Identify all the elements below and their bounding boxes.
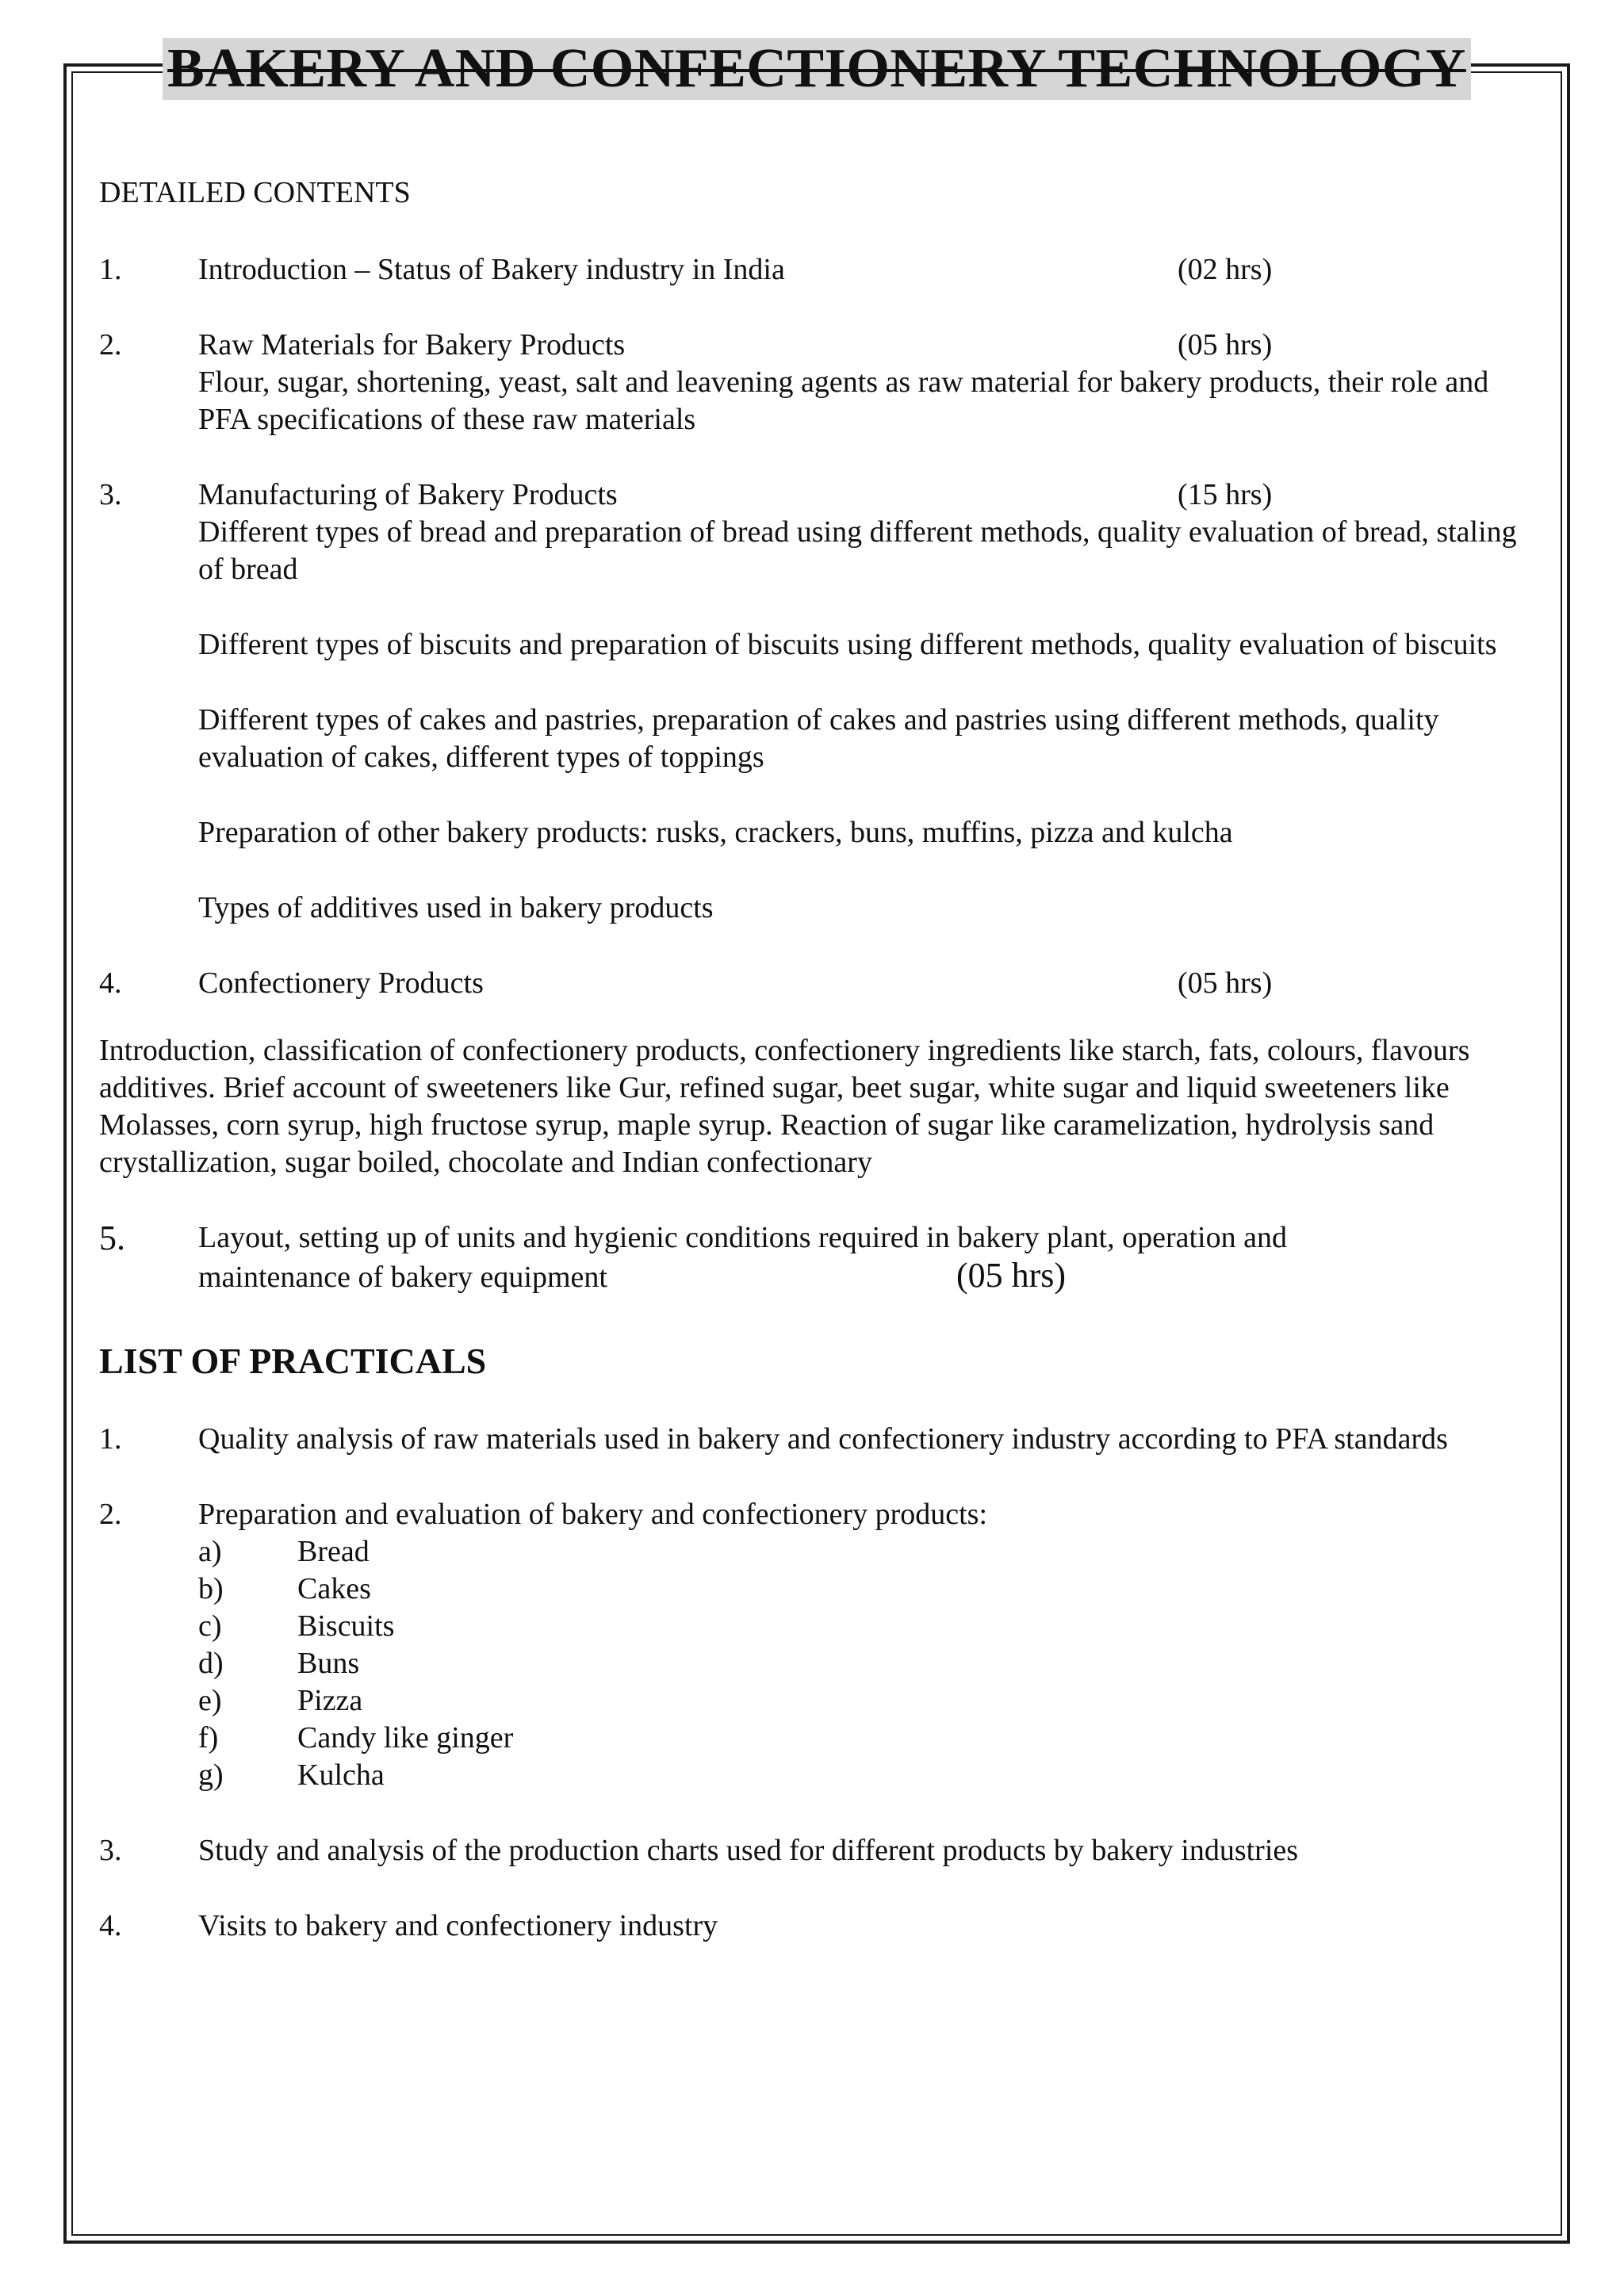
item-title: Confectionery Products xyxy=(198,966,484,1000)
list-item: d) Buns xyxy=(198,1647,360,1680)
list-item: e) Pizza xyxy=(198,1684,363,1717)
contents-item-5 xyxy=(99,1219,1519,1296)
confectionery-description: Introduction, classification of confectionery products, confectionery ingredients like starch, fats, colours, flavours additives. Brief account of sweeteners like Gur, refined sugar, beet sugar, white sugar and liquid sweeteners like Molasses, corn syrup, high fructose syrup, maple syrup. Reaction of sugar like caramelization, hydrolysis sand crystallization, sugar boiled, chocolate and Indian confectionary xyxy=(99,1034,1470,1179)
contents-item-2 xyxy=(99,327,1519,438)
item-number: 3. xyxy=(99,478,122,511)
item-description: Preparation of other bakery products: rusks, crackers, buns, muffins, pizza and kulcha xyxy=(198,816,1233,849)
product-list xyxy=(198,1533,1519,1794)
item-number: 2. xyxy=(99,328,122,362)
item-description: Types of additives used in bakery products xyxy=(198,891,714,924)
item-hours: (05 hrs) xyxy=(956,1256,1067,1295)
item-number: 1. xyxy=(99,1422,122,1456)
item-hours: (05 hrs) xyxy=(1178,328,1273,362)
practical-item-1 xyxy=(99,1421,1519,1458)
practical-text: Study and analysis of the production charts used for different products by bakery industries xyxy=(198,1834,1299,1867)
list-item: f) Candy like ginger xyxy=(198,1721,514,1755)
item-hours: (02 hrs) xyxy=(1178,253,1273,286)
detailed-contents-heading: DETAILED CONTENTS xyxy=(99,176,411,209)
item-number: 4. xyxy=(99,966,122,1000)
item-number: 4. xyxy=(99,1909,122,1942)
contents-item-4 xyxy=(99,965,1519,1002)
practical-text: Visits to bakery and confectionery industry xyxy=(198,1909,718,1942)
item-description: Different types of bread and preparation of bread using different methods, quality evaluation of bread, staling of bread xyxy=(198,515,1517,586)
practical-item-2 xyxy=(99,1496,1519,1794)
practical-item-4 xyxy=(99,1908,1519,1945)
contents-item-1 xyxy=(99,251,1519,289)
item-description: Different types of biscuits and preparation of biscuits using different methods, quality evaluation of biscuits xyxy=(198,628,1497,661)
list-item: a) Bread xyxy=(198,1535,370,1568)
item-title-line-1: Layout, setting up of units and hygienic conditions required in bakery plant, operation and xyxy=(198,1221,1287,1254)
document-body xyxy=(99,174,1519,1983)
item-title: Introduction – Status of Bakery industry in India xyxy=(198,253,785,286)
item-description: Flour, sugar, shortening, yeast, salt and leavening agents as raw material for bakery products, their role and PFA specifications of these raw materials xyxy=(198,365,1489,436)
item-description: Different types of cakes and pastries, preparation of cakes and pastries using different methods, quality evaluation of cakes, different types of toppings xyxy=(198,703,1439,774)
item-number: 2. xyxy=(99,1498,122,1531)
list-item: c) Biscuits xyxy=(198,1609,395,1643)
item-hours: (05 hrs) xyxy=(1178,966,1273,1000)
page-title: BAKERY AND CONFECTIONERY TECHNOLOGY xyxy=(167,38,1466,99)
practical-text: Quality analysis of raw materials used in bakery and confectionery industry according to PFA standards xyxy=(198,1422,1448,1456)
item-hours: (15 hrs) xyxy=(1178,478,1273,511)
list-item: g) Kulcha xyxy=(198,1758,385,1792)
practicals-heading: LIST OF PRACTICALS xyxy=(99,1341,487,1381)
item-title: Raw Materials for Bakery Products xyxy=(198,328,626,362)
practical-text: Preparation and evaluation of bakery and confectionery products: xyxy=(198,1498,988,1531)
item-title: Manufacturing of Bakery Products xyxy=(198,478,618,511)
item-number: 1. xyxy=(99,253,122,286)
contents-item-3 xyxy=(99,476,1519,927)
list-item: b) Cakes xyxy=(198,1572,371,1605)
item-number: 3. xyxy=(99,1834,122,1867)
item-title-line-2: maintenance of bakery equipment xyxy=(198,1261,607,1294)
item-number: 5. xyxy=(99,1219,125,1257)
practical-item-3 xyxy=(99,1832,1519,1869)
